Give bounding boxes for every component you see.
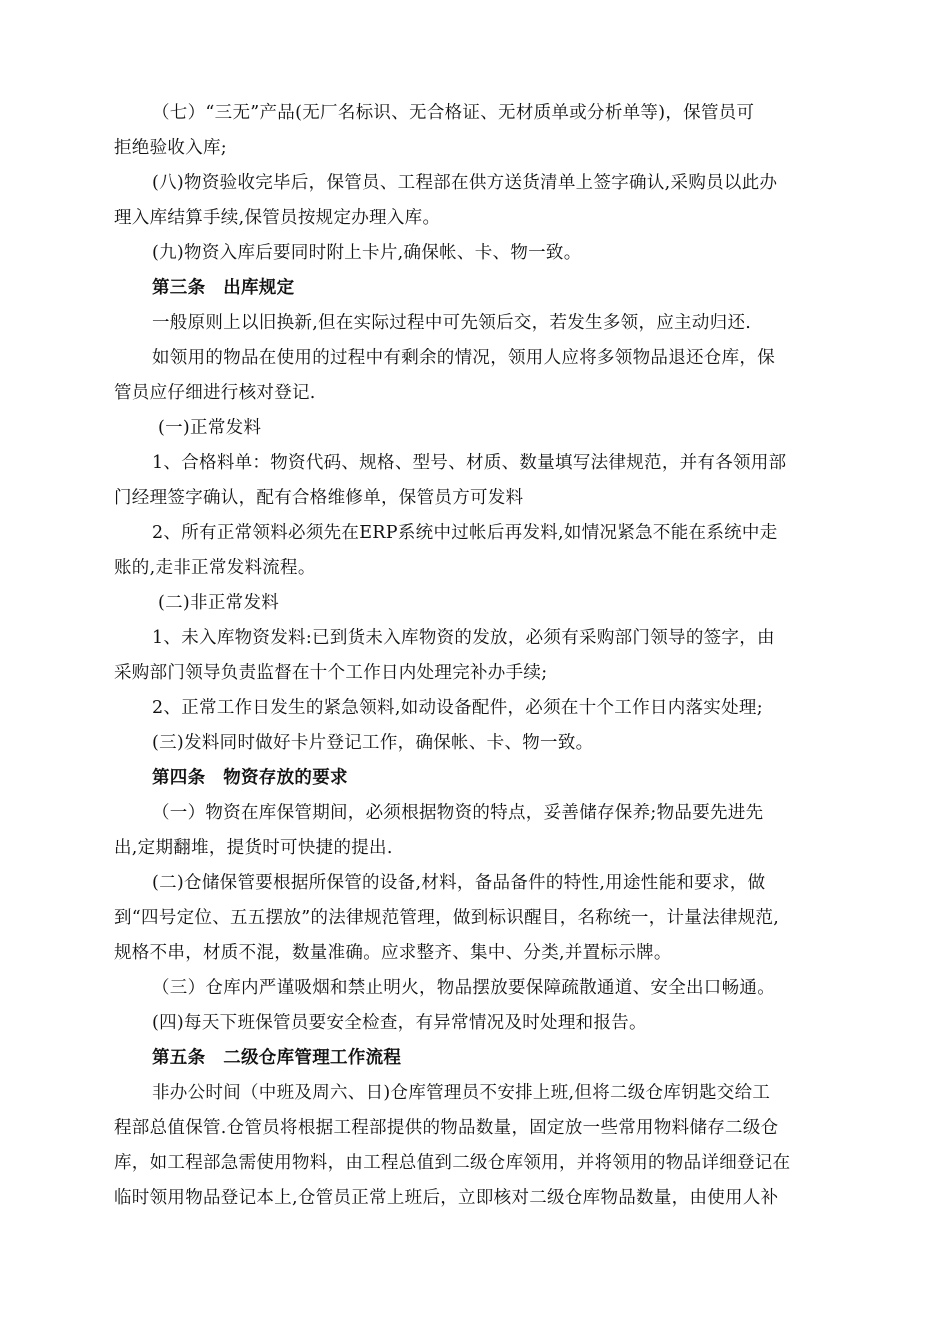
paragraph-line: 理入库结算手续,保管员按规定办理入库。: [114, 208, 441, 228]
paragraph-line: 账的,走非正常发料流程。: [114, 558, 316, 578]
paragraph-line: 2、正常工作日发生的紧急领料,如动设备配件，必须在十个工作日内落实处理;: [152, 698, 763, 718]
paragraph-line: 门经理签字确认，配有合格维修单，保管员方可发料: [114, 488, 524, 508]
paragraph-line: 库，如工程部急需使用物料，由工程总值到二级仓库领用，并将领用的物品详细登记在: [114, 1153, 791, 1173]
paragraph-line: 拒绝验收入库;: [114, 138, 227, 158]
paragraph-line: 如领用的物品在使用的过程中有剩余的情况，领用人应将多领物品退还仓库，保: [152, 348, 775, 368]
paragraph-line: (二)仓储保管要根据所保管的设备,材料，备品备件的特性,用途性能和要求，做: [152, 873, 766, 893]
paragraph-line: 非办公时间（中班及周六、日)仓库管理员不安排上班,但将二级仓库钥匙交给工: [152, 1083, 771, 1103]
section-heading: 第五条 二级仓库管理工作流程: [152, 1048, 402, 1068]
paragraph-line: 临时领用物品登记本上,仓管员正常上班后，立即核对二级仓库物品数量，由使用人补: [114, 1188, 779, 1208]
section-heading: 第四条 物资存放的要求: [152, 768, 348, 788]
paragraph-line: 1、合格料单：物资代码、规格、型号、材质、数量填写法律规范，并有各领用部: [152, 453, 787, 473]
section-heading: 第三条 出库规定: [152, 278, 295, 298]
paragraph-line: 管员应仔细进行核对登记.: [114, 383, 316, 403]
subsection-heading: (二)非正常发料: [158, 593, 280, 613]
paragraph-line: 一般原则上以旧换新,但在实际过程中可先领后交，若发生多领，应主动归还.: [152, 313, 752, 333]
paragraph-line: (九)物资入库后要同时附上卡片,确保帐、卡、物一致。: [152, 243, 582, 263]
paragraph-line: (四)每天下班保管员要安全检查，有异常情况及时处理和报告。: [152, 1013, 647, 1033]
paragraph-line: 到“四号定位、五五摆放”的法律规范管理，做到标识醒目，名称统一，计量法律规范,: [114, 908, 780, 928]
paragraph-line: 采购部门领导负责监督在十个工作日内处理完补办手续;: [114, 663, 548, 683]
paragraph-line: 规格不串，材质不混，数量准确。应求整齐、集中、分类,并置标示牌。: [114, 943, 672, 963]
paragraph-line: 1、未入库物资发料:已到货未入库物资的发放，必须有采购部门领导的签字，由: [152, 628, 775, 648]
paragraph-line: （七）“三无”产品(无厂名标识、无合格证、无材质单或分析单等)，保管员可: [152, 103, 755, 123]
paragraph-line: 2、所有正常领料必须先在ERP系统中过帐后再发料,如情况紧急不能在系统中走: [152, 523, 778, 543]
paragraph-line: 程部总值保管.仓管员将根据工程部提供的物品数量，固定放一些常用物料储存二级仓: [114, 1118, 779, 1138]
paragraph-line: 出,定期翻堆，提货时可快捷的提出.: [114, 838, 393, 858]
paragraph-line: （一）物资在库保管期间，必须根据物资的特点，妥善储存保养;物品要先进先: [152, 803, 764, 823]
paragraph-line: (八)物资验收完毕后，保管员、工程部在供方送货清单上签字确认,采购员以此办: [152, 173, 778, 193]
paragraph-line: （三）仓库内严谨吸烟和禁止明火，物品摆放要保障疏散通道、安全出口畅通。: [152, 978, 775, 998]
subsection-heading: (一)正常发料: [158, 418, 262, 438]
paragraph-line: (三)发料同时做好卡片登记工作，确保帐、卡、物一致。: [152, 733, 594, 753]
